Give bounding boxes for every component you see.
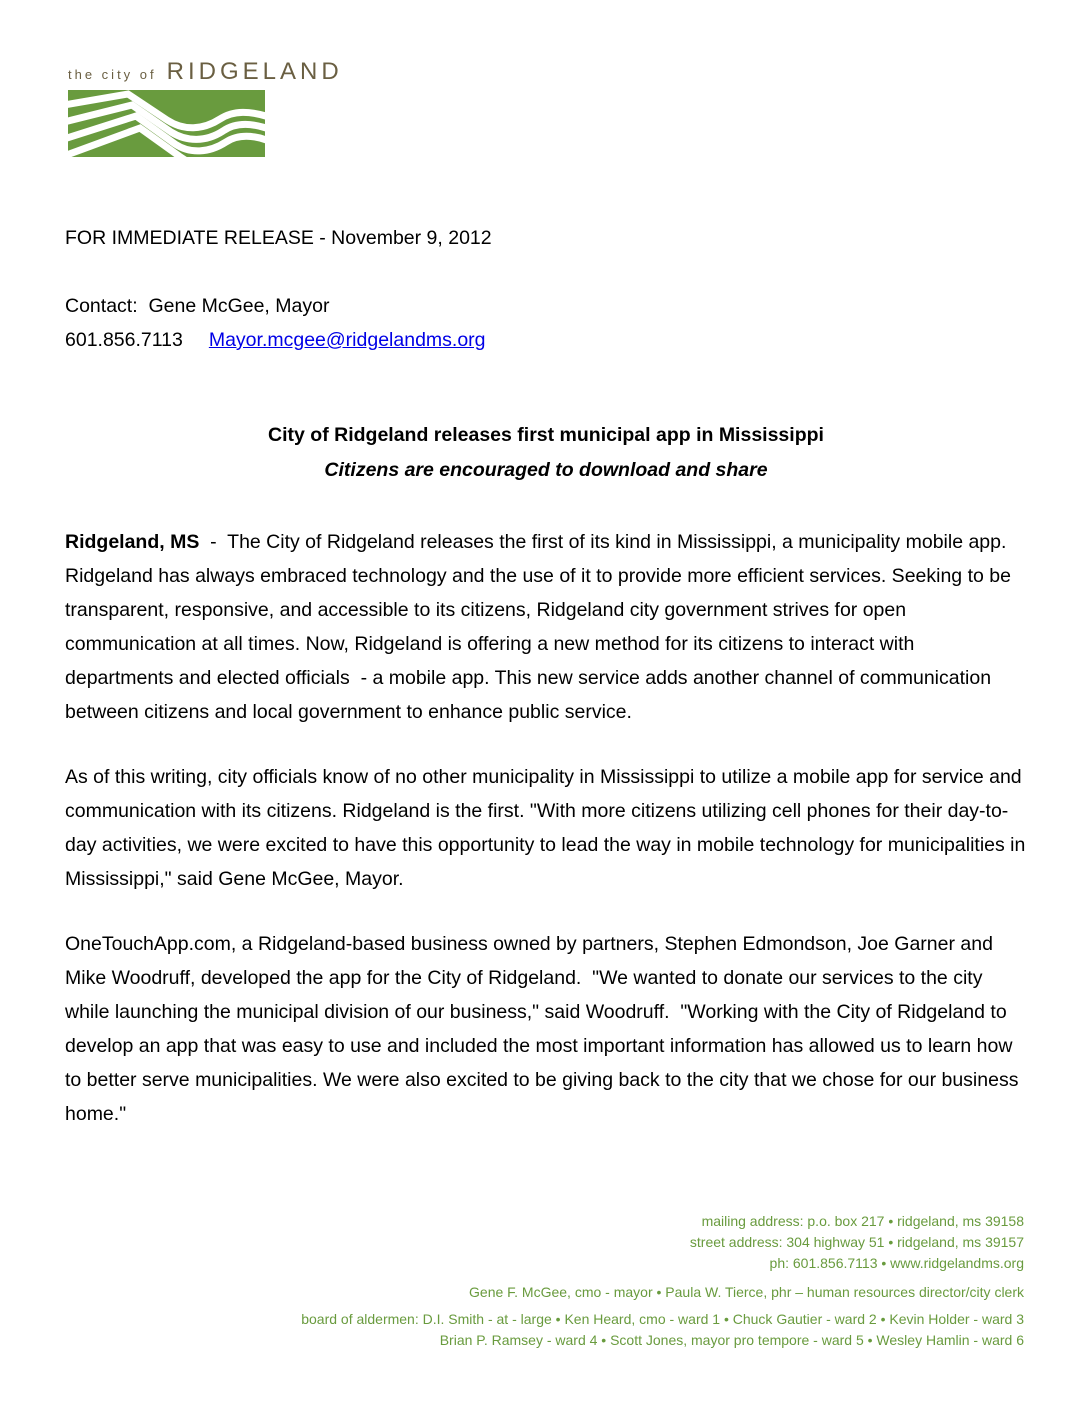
footer-aldermen-line-2: Brian P. Ramsey - ward 4 • Scott Jones, mayor pro tempore - ward 5 • Wesley Hamlin - ward 6: [439, 1332, 1024, 1348]
footer-mailing-address: mailing address: p.o. box 217 • ridgeland, ms 39158: [701, 1213, 1024, 1229]
subheadline: Citizens are encouraged to download and share: [324, 459, 768, 481]
footer-street-address: street address: 304 highway 51 • ridgeland, ms 39157: [689, 1234, 1024, 1250]
dateline: Ridgeland, MS: [65, 531, 200, 553]
paragraph-1-text: - The City of Ridgeland releases the first of its kind in Mississippi, a municipality mobile app. Ridgeland has always embraced technology and the use of it to provide more efficient services. Seeking to be transparent, responsive, and accessible to its citizens, Ridgeland city government strives for open communication at all times. Now, Ridgeland is offering a new method for its citizens to interact with departments and elected officials - a mobile app. This new service adds another channel of communication between citizens and local government to enhance public service.: [65, 531, 1017, 723]
paragraph-2: As of this writing, city officials know of no other municipality in Mississippi to utilize a mobile app for service and communication with its citizens. Ridgeland is the first. "With more citizens utilizing cell phones for their day-to-day activities, we were excited to have this opportunity to lead the way in mobile technology for municipalities in Mississippi," said Gene McGee, Mayor.: [65, 766, 1031, 890]
release-line: FOR IMMEDIATE RELEASE - November 9, 2012: [65, 227, 492, 249]
paragraph-3: OneTouchApp.com, a Ridgeland-based business owned by partners, Stephen Edmondson, Joe Garner and Mike Woodruff, developed the app for the City of Ridgeland. "We wanted to donate our services to the city while launching the municipal division of our business," said Woodruff. "Working with the City of Ridgeland to develop an app that was easy to use and included the most important information has allowed us to learn how to better serve municipalities. We were also excited to be giving back to the city that we chose for our business home.": [65, 933, 1024, 1125]
ridgeland-logo: [68, 58, 343, 157]
footer-aldermen-line-1: board of aldermen: D.I. Smith - at - large • Ken Heard, cmo - ward 1 • Chuck Gautier - ward 2 • Kevin Holder - ward 3: [301, 1311, 1024, 1327]
footer-address-block: [690, 1211, 1024, 1274]
logo-wordmark: [68, 58, 343, 86]
footer-aldermen-block: [301, 1309, 1024, 1351]
footer-officials-line: Gene F. McGee, cmo - mayor • Paula W. Tierce, phr – human resources director/city clerk: [469, 1284, 1024, 1300]
footer-phone-website: ph: 601.856.7113 • www.ridgelandms.org: [769, 1255, 1024, 1271]
paragraph-1: [65, 525, 1027, 729]
logo-name-text: RIDGELAND: [166, 58, 343, 85]
headline: City of Ridgeland releases first municipal app in Mississippi: [268, 424, 824, 446]
ridgeland-ridges-icon: [68, 90, 265, 157]
contact-line: Contact: Gene McGee, Mayor: [65, 295, 330, 317]
logo-prefix-text: the city of: [68, 67, 157, 82]
contact-email-link[interactable]: Mayor.mcgee@ridgelandms.org: [208, 329, 486, 351]
contact-phone: 601.856.7113: [65, 329, 183, 351]
contact-phone-email-row: [65, 329, 486, 352]
